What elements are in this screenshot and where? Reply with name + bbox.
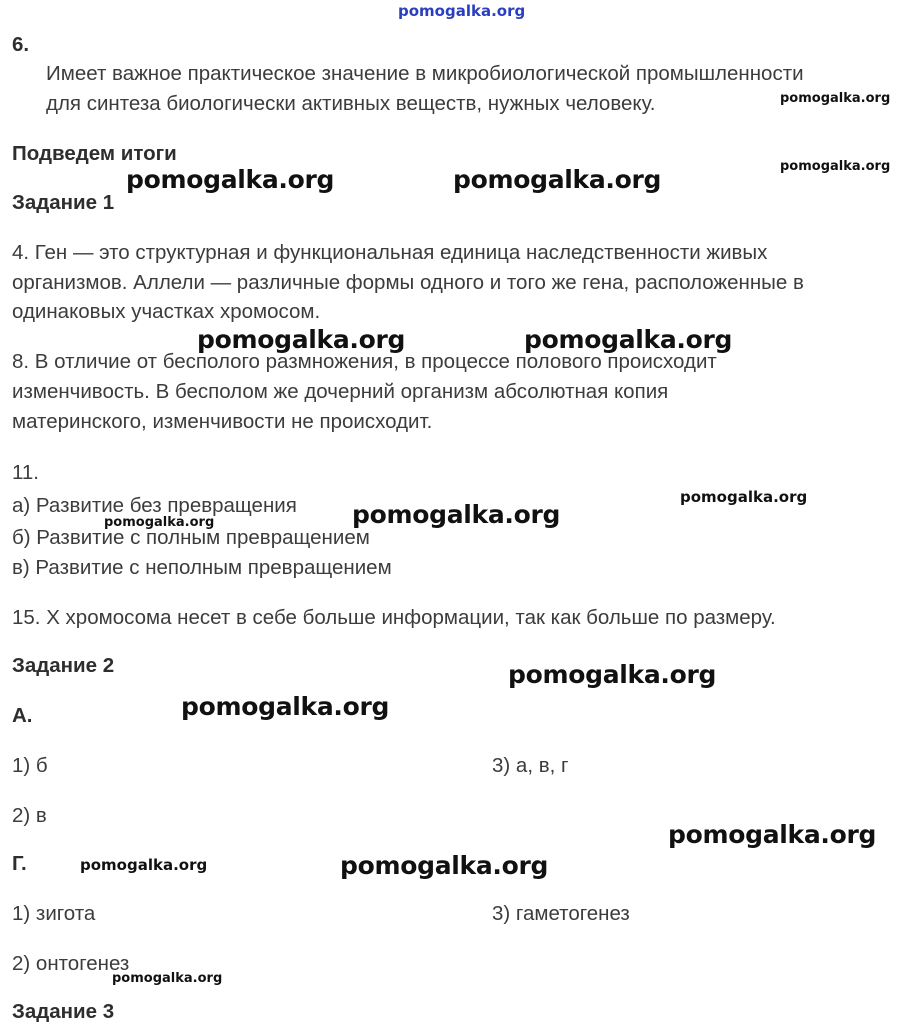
item-6-line-1: Имеет важное практическое значение в микробиологической промышленности [46,62,804,85]
task-1-heading: Задание 1 [12,191,115,214]
watermark: pomogalka.org [104,515,215,530]
watermark: pomogalka.org [80,856,208,874]
item-6-number: 6. [12,33,30,56]
answer-8-line-2: изменчивость. В бесполом же дочерний организм абсолютная копия [12,380,669,403]
task-2-heading: Задание 2 [12,654,115,677]
watermark: pomogalka.org [668,820,877,849]
part-a-item-1: 1) б [12,754,48,777]
answer-8-line-3: материнского, изменчивости не происходит. [12,410,433,433]
answer-11-c: в) Развитие с неполным превращением [12,556,392,579]
part-a-item-3: 3) а, в, г [492,754,569,777]
answer-4-line-3: одинаковых участках хромосом. [12,300,321,323]
watermark: pomogalka.org [508,660,717,689]
watermark: pomogalka.org [197,325,406,354]
watermark: pomogalka.org [181,692,390,721]
answer-11-a: а) Развитие без превращения [12,494,297,517]
part-g-label: Г. [12,852,27,875]
watermark: pomogalka.org [340,851,549,880]
watermark: pomogalka.org [453,165,662,194]
watermark: pomogalka.org [524,325,733,354]
part-g-item-2: 2) онтогенез [12,952,130,975]
answer-11-b: б) Развитие с полным превращением [12,526,370,549]
answer-8-line-1: 8. В отличие от бесполого размножения, в процессе полового происходит [12,350,717,373]
part-g-item-3: 3) гаметогенез [492,902,630,925]
answer-4-line-1: 4. Ген — это структурная и функциональная единица наследственности живых [12,241,768,264]
watermark: pomogalka.org [680,488,808,506]
task-3-heading: Задание 3 [12,1000,115,1023]
watermark: pomogalka.org [352,500,561,529]
item-6-line-2: для синтеза биологически активных веществ, нужных человеку. [46,92,656,115]
answer-11-number: 11. [12,461,39,484]
part-a-label: А. [12,704,33,727]
part-a-item-2: 2) в [12,804,47,827]
summary-heading: Подведем итоги [12,142,177,165]
watermark: pomogalka.org [126,165,335,194]
part-g-item-1: 1) зигота [12,902,96,925]
watermark: pomogalka.org [780,91,891,106]
answer-15: 15. Х хромосома несет в себе больше информации, так как больше по размеру. [12,606,776,629]
answer-4-line-2: организмов. Аллели — различные формы одного и того же гена, расположенные в [12,271,804,294]
watermark: pomogalka.org [780,159,891,174]
watermark: pomogalka.org [112,971,223,986]
watermark-top: pomogalka.org [398,2,526,20]
